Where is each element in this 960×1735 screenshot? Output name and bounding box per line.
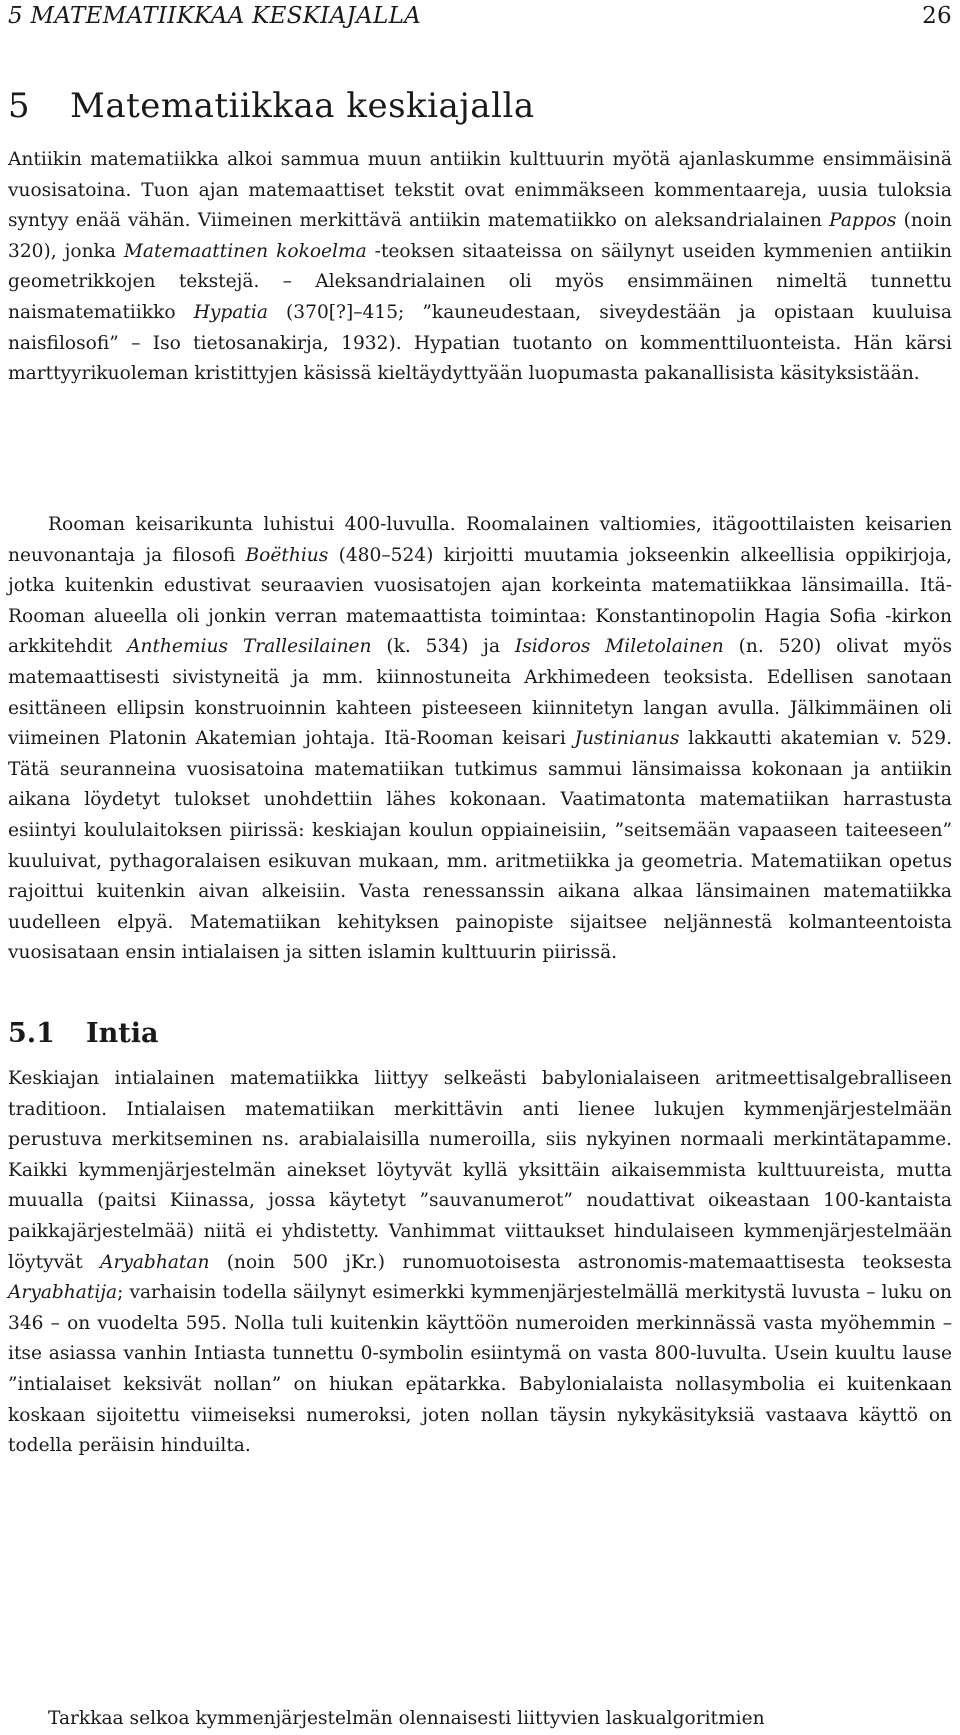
section-number: 5 (8, 86, 31, 126)
text-run: (370[?]–415; ”kauneudestaan, siveydestään ja opistaan kuuluisa naisfilosofi” – Iso tietosanakirja, 1932). Hypatian tuotanto on kommenttiluonteista. Hän kärsi marttyyrikuoleman kristittyjen käsissä kieltäydyttyään luopumasta pakanallisista käsityksistään. (8, 301, 952, 385)
italic-title: Matemaattinen kokoelma (123, 240, 367, 262)
text-run: Keskiajan intialainen matematiikka liittyy selkeästi babylonialaiseen aritmeettisalgebralliseen traditioon. Intialaisen matematiikan merkittävin anti lienee lukujen kymmenjärjestelmään perustuva merkitseminen ns. arabialaisilla numeroilla, siis nykyinen normaali merkintätapamme. Kaikki kymmenjärjestelmän ainekset löytyvät kyllä yksittäin aikaisemmista kulttuureista, mutta muualla (paitsi Kiinassa, jossa käytetyt ”sauvanumerot” noudattivat oikeastaan 100-kantaista paikkajärjestelmää) niitä ei yhdistetty. Vanhimmat viittaukset hindulaiseen kymmenjärjestelmään löytyvät (8, 1068, 952, 1273)
subsection-title: Intia (86, 1018, 159, 1049)
italic-name: Boëthius (245, 544, 329, 566)
italic-name: Isidoros Miletolainen (514, 636, 724, 658)
paragraph-4 (8, 1704, 952, 1735)
italic-name: Hypatia (193, 301, 268, 323)
paragraph-1 (8, 145, 952, 390)
paragraph-2 (8, 510, 952, 969)
paragraph-3 (8, 1064, 952, 1462)
section-title: Matematiikkaa keskiajalla (70, 86, 535, 126)
text-run: Tarkkaa selkoa kymmenjärjestelmän olennaisesti liittyvien laskualgoritmien (48, 1708, 765, 1729)
text-run: (480–524) kirjoitti muutamia jokseenkin alkeellisia oppikirjoja, jotka kuitenkin edustivat seuraavien vuosisatojen ajan korkeinta matematiikkaa länsimailla. Itä-Rooman alueella oli jonkin verran matemaattista toimintaa: Konstantinopolin Hagia Sofia -kirkon arkkitehdit (8, 544, 952, 658)
text-run: (k. 534) ja (371, 636, 515, 658)
text-run: (noin 500 jKr.) runomuotoisesta astronomis-matemaattisesta teoksesta (209, 1251, 952, 1273)
text-run: (n. 520) olivat myös matemaattisesti sivistyneitä ja mm. kiinnostuneita Arkhimedeen teoksista. Edellisen sanotaan esittäneen ellipsin konstruoinnin kahteen pisteeseen kiinnitetyn langan avulla. Jälkimmäinen oli viimeinen Platonin Akatemian johtaja. Itä-Rooman keisari (8, 636, 952, 750)
italic-name: Justinianus (574, 728, 680, 750)
page-number: 26 (922, 3, 952, 29)
running-title: 5 MATEMATIIKKAA KESKIAJALLA (8, 3, 422, 29)
italic-name: Anthemius Trallesilainen (127, 636, 372, 658)
italic-name: Aryabhatan (100, 1251, 210, 1273)
text-run: (noin 320), jonka (8, 210, 952, 262)
italic-title: Aryabhatija (8, 1282, 118, 1304)
section-heading (8, 86, 535, 126)
text-run: lakkautti akatemian v. 529. Tätä seuranneina vuosisatoina matematiikan tutkimus sammui länsimaissa kokonaan ja antiikin aikana löydetyt tulokset unohdettiin lähes kokonaan. Vaatimatonta matematiikan harrastusta esiintyi koululaitoksen piirissä: keskiajan koulun oppiaineisiin, ”seitsemään vapaaseen taiteeseen” kuuluivat, pythagoralaisen esikuvan mukaan, mm. aritmetiikka ja geometria. Matematiikan opetus rajoittui kuitenkin aivan alkeisiin. Vasta renessanssin aikana alkaa länsimainen matematiikka uudelleen elpyä. Matematiikan kehityksen painopiste sijaitsee neljännestä kolmanteentoista vuosisataan ensin intialaisen ja sitten islamin kulttuurin piirissä. (8, 728, 952, 964)
text-run: -teoksen sitaateissa on säilynyt useiden kymmenien antiikin geometrikkojen tekstejä. – Aleksandrialainen oli myös ensimmäinen nimeltä tunnettu naismatematiikko (8, 240, 953, 323)
text-run: ; varhaisin todella säilynyt esimerkki kymmenjärjestelmällä merkitystä luvusta – luku on 346 – on vuodelta 595. Nolla tuli kuitenkin käyttöön numeroiden merkinnässä vasta myöhemmin – itse asiassa vanhin Intiasta tunnettu 0-symbolin esiintymä on vasta 800-luvulta. Usein kuultu lause ”intialaiset keksivät nollan” on hiukan epätarkka. Babylonialaista nollasymbolia ei kuitenkaan koskaan sijoitettu viimeiseksi numeroksi, joten nollan täysin nykykäsityksiä vastaava käyttö on todella peräisin hinduilta. (8, 1282, 952, 1457)
running-header (8, 3, 952, 33)
subsection-heading (8, 1018, 158, 1049)
italic-name: Pappos (829, 210, 897, 232)
subsection-number: 5.1 (8, 1018, 55, 1049)
text-run: Rooman keisarikunta luhistui 400-luvulla. Roomalainen valtiomies, itägoottilaisten keisarien neuvonantaja ja filosofi (8, 514, 952, 566)
text-run: Antiikin matematiikka alkoi sammua muun antiikin kulttuurin myötä ajanlaskumme ensimmäisinä vuosisatoina. Tuon ajan matemaattiset tekstit ovat enimmäkseen kommentaareja, uusia tuloksia syntyy enää vähän. Viimeinen merkittävä antiikin matematiikko on aleksandrialainen (8, 149, 952, 232)
